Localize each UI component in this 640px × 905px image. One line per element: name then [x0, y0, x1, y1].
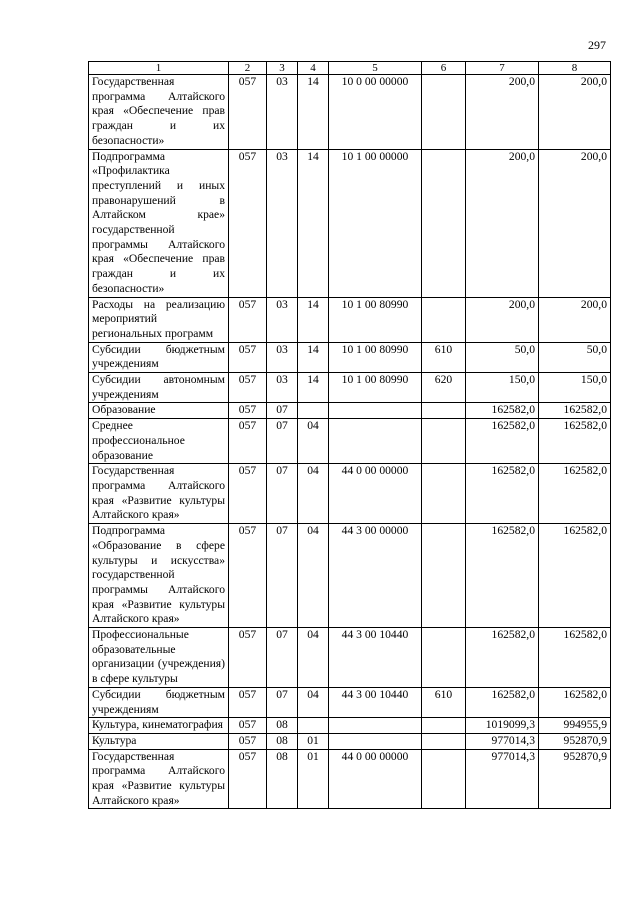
- subsection-cell: 04: [298, 628, 329, 688]
- amount-cell: 50,0: [539, 342, 611, 372]
- target-article-cell: [329, 733, 422, 749]
- subsection-cell: 01: [298, 733, 329, 749]
- expense-type-cell: [422, 297, 466, 342]
- code-cell: 057: [229, 524, 267, 628]
- row-name-cell: Государственная программа Алтайского края «Развитие культуры Алтайского края»: [89, 464, 229, 524]
- amount-cell: 200,0: [539, 297, 611, 342]
- amount-cell: 162582,0: [539, 524, 611, 628]
- section-cell: 07: [267, 524, 298, 628]
- section-cell: 08: [267, 749, 298, 809]
- budget-table: [88, 61, 611, 809]
- section-cell: 07: [267, 628, 298, 688]
- table-row: [89, 403, 611, 419]
- target-article-cell: 10 1 00 80990: [329, 373, 422, 403]
- column-header: 5: [329, 62, 422, 75]
- section-cell: 08: [267, 733, 298, 749]
- code-cell: 057: [229, 687, 267, 717]
- section-cell: 07: [267, 419, 298, 464]
- amount-cell: 150,0: [539, 373, 611, 403]
- code-cell: 057: [229, 373, 267, 403]
- expense-type-cell: [422, 628, 466, 688]
- column-header: 8: [539, 62, 611, 75]
- section-cell: 07: [267, 687, 298, 717]
- table-row: [89, 628, 611, 688]
- expense-type-cell: [422, 403, 466, 419]
- row-name-cell: Образование: [89, 403, 229, 419]
- expense-type-cell: [422, 149, 466, 297]
- amount-cell: 162582,0: [466, 687, 539, 717]
- row-name-cell: Расходы на реализацию мероприятий региональных программ: [89, 297, 229, 342]
- expense-type-cell: 620: [422, 373, 466, 403]
- target-article-cell: [329, 718, 422, 734]
- subsection-cell: 14: [298, 149, 329, 297]
- amount-cell: 200,0: [466, 75, 539, 150]
- amount-cell: 162582,0: [466, 403, 539, 419]
- amount-cell: 1019099,3: [466, 718, 539, 734]
- row-name-cell: Субсидии автономным учреждениям: [89, 373, 229, 403]
- target-article-cell: 10 0 00 00000: [329, 75, 422, 150]
- expense-type-cell: [422, 749, 466, 809]
- section-cell: 08: [267, 718, 298, 734]
- expense-type-cell: [422, 733, 466, 749]
- column-header: 2: [229, 62, 267, 75]
- target-article-cell: 44 3 00 10440: [329, 628, 422, 688]
- amount-cell: 200,0: [466, 149, 539, 297]
- code-cell: 057: [229, 464, 267, 524]
- amount-cell: 994955,9: [539, 718, 611, 734]
- row-name-cell: Подпрограмма «Профилактика преступлений и иных правонарушений в Алтайском крае» государственной программы Алтайского края «Обеспечение прав граждан и их безопасности»: [89, 149, 229, 297]
- target-article-cell: 44 3 00 10440: [329, 687, 422, 717]
- table-row: [89, 464, 611, 524]
- column-header: 6: [422, 62, 466, 75]
- code-cell: 057: [229, 749, 267, 809]
- table-row: [89, 687, 611, 717]
- page-number: 297: [588, 38, 606, 52]
- amount-cell: 162582,0: [466, 464, 539, 524]
- expense-type-cell: [422, 75, 466, 150]
- table-row: [89, 342, 611, 372]
- code-cell: 057: [229, 149, 267, 297]
- amount-cell: 162582,0: [539, 419, 611, 464]
- subsection-cell: 14: [298, 297, 329, 342]
- section-cell: 03: [267, 373, 298, 403]
- column-header: 1: [89, 62, 229, 75]
- amount-cell: 162582,0: [466, 524, 539, 628]
- amount-cell: 50,0: [466, 342, 539, 372]
- expense-type-cell: 610: [422, 342, 466, 372]
- section-cell: 03: [267, 149, 298, 297]
- amount-cell: 200,0: [539, 149, 611, 297]
- row-name-cell: Среднее профессиональное образование: [89, 419, 229, 464]
- code-cell: 057: [229, 75, 267, 150]
- row-name-cell: Культура: [89, 733, 229, 749]
- table-row: [89, 75, 611, 150]
- expense-type-cell: [422, 524, 466, 628]
- column-header: 3: [267, 62, 298, 75]
- row-name-cell: Подпрограмма «Образование в сфере культуры и искусства» государственной программы Алтайского края «Развитие культуры Алтайского края»: [89, 524, 229, 628]
- table-row: [89, 718, 611, 734]
- subsection-cell: 04: [298, 524, 329, 628]
- amount-cell: 162582,0: [539, 403, 611, 419]
- subsection-cell: 14: [298, 75, 329, 150]
- table-row: [89, 419, 611, 464]
- section-cell: 07: [267, 403, 298, 419]
- amount-cell: 162582,0: [539, 687, 611, 717]
- amount-cell: 162582,0: [466, 419, 539, 464]
- table-row: [89, 149, 611, 297]
- expense-type-cell: [422, 464, 466, 524]
- amount-cell: 952870,9: [539, 733, 611, 749]
- subsection-cell: [298, 403, 329, 419]
- row-name-cell: Субсидии бюджетным учреждениям: [89, 342, 229, 372]
- table-row: [89, 524, 611, 628]
- expense-type-cell: [422, 419, 466, 464]
- row-name-cell: Профессиональные образовательные организации (учреждения) в сфере культуры: [89, 628, 229, 688]
- code-cell: 057: [229, 342, 267, 372]
- code-cell: 057: [229, 718, 267, 734]
- amount-cell: 977014,3: [466, 749, 539, 809]
- subsection-cell: 04: [298, 464, 329, 524]
- target-article-cell: [329, 419, 422, 464]
- amount-cell: 200,0: [466, 297, 539, 342]
- target-article-cell: 10 1 00 80990: [329, 342, 422, 372]
- target-article-cell: [329, 403, 422, 419]
- section-cell: 03: [267, 297, 298, 342]
- table-row: [89, 749, 611, 809]
- amount-cell: 150,0: [466, 373, 539, 403]
- table-row: [89, 733, 611, 749]
- amount-cell: 162582,0: [539, 464, 611, 524]
- subsection-cell: 14: [298, 342, 329, 372]
- code-cell: 057: [229, 733, 267, 749]
- row-name-cell: Культура, кинематография: [89, 718, 229, 734]
- code-cell: 057: [229, 628, 267, 688]
- target-article-cell: 44 0 00 00000: [329, 749, 422, 809]
- amount-cell: 977014,3: [466, 733, 539, 749]
- amount-cell: 162582,0: [466, 628, 539, 688]
- section-cell: 07: [267, 464, 298, 524]
- expense-type-cell: 610: [422, 687, 466, 717]
- target-article-cell: 10 1 00 80990: [329, 297, 422, 342]
- expense-type-cell: [422, 718, 466, 734]
- code-cell: 057: [229, 419, 267, 464]
- code-cell: 057: [229, 297, 267, 342]
- table-row: [89, 373, 611, 403]
- subsection-cell: 04: [298, 687, 329, 717]
- row-name-cell: Субсидии бюджетным учреждениям: [89, 687, 229, 717]
- row-name-cell: Государственная программа Алтайского края «Развитие культуры Алтайского края»: [89, 749, 229, 809]
- section-cell: 03: [267, 342, 298, 372]
- target-article-cell: 44 0 00 00000: [329, 464, 422, 524]
- table-header-row: [89, 62, 611, 75]
- subsection-cell: 14: [298, 373, 329, 403]
- table-row: [89, 297, 611, 342]
- column-header: 7: [466, 62, 539, 75]
- row-name-cell: Государственная программа Алтайского края «Обеспечение прав граждан и их безопасности»: [89, 75, 229, 150]
- code-cell: 057: [229, 403, 267, 419]
- subsection-cell: 01: [298, 749, 329, 809]
- subsection-cell: [298, 718, 329, 734]
- target-article-cell: 44 3 00 00000: [329, 524, 422, 628]
- section-cell: 03: [267, 75, 298, 150]
- subsection-cell: 04: [298, 419, 329, 464]
- amount-cell: 952870,9: [539, 749, 611, 809]
- column-header: 4: [298, 62, 329, 75]
- target-article-cell: 10 1 00 00000: [329, 149, 422, 297]
- amount-cell: 200,0: [539, 75, 611, 150]
- amount-cell: 162582,0: [539, 628, 611, 688]
